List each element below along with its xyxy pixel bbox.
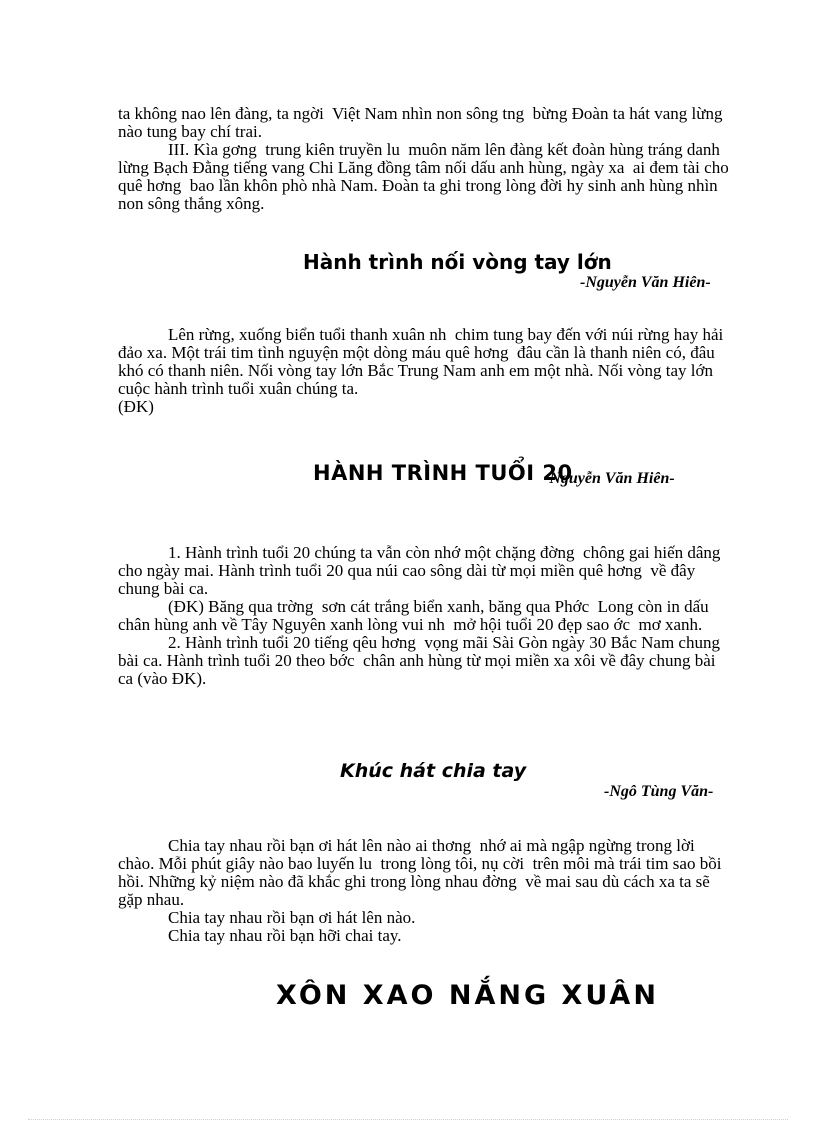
song-title: XÔN XAO NẮNG XUÂN [276, 980, 659, 1011]
chorus-marker: (ĐK) [118, 397, 154, 416]
song-lyrics [118, 326, 730, 416]
intro-paragraph: ta không nao lên đàng, ta ngời Việt Nam nhìn non sông tng bừng Đoàn ta hát vang lừng nào tung bay chí trai. [118, 104, 727, 141]
lyrics-paragraph: 2. Hành trình tuổi 20 tiếng qêu hơng vọng mãi Sài Gòn ngày 30 Bắc Nam chung bài ca. Hành trình tuổi 20 theo bớc chân anh hùng từ mọi miền xa xôi về đây chung bài ca (vào ĐK). [118, 633, 725, 688]
intro-lyrics [118, 104, 733, 213]
song-author: -Nguyễn Văn Hiên- [544, 470, 675, 487]
song-lyrics [118, 837, 730, 945]
song-lyrics [118, 544, 730, 688]
lyrics-paragraph: Chia tay nhau rồi bạn ơi hát lên nào ai thơng nhớ ai mà ngập ngừng trong lời chào. Mỗi phút giây nào bao luyến lu trong lòng tôi, nụ cời trên môi mà trái tim sao bồi hồi. Những kỷ niệm nào đã khắc ghi trong lòng nhau đờng về mai sau dù cách xa ta sẽ gặp nhau. [118, 836, 726, 909]
lyrics-paragraph: 1. Hành trình tuổi 20 chúng ta vẫn còn nhớ một chặng đờng chông gai hiến dâng cho ngày mai. Hành trình tuổi 20 qua núi cao sông dài từ mọi miền quê hơng về đây chung bài ca. [118, 543, 725, 598]
song-title: Khúc hát chia tay [340, 760, 527, 782]
lyrics-paragraph: Chia tay nhau rồi bạn ơi hát lên nào. [168, 908, 416, 927]
song-title: HÀNH TRÌNH TUỔI 20 [313, 461, 573, 485]
song-author: -Nguyễn Văn Hiên- [580, 274, 711, 291]
lyrics-paragraph: Chia tay nhau rồi bạn hỡi chai tay. [168, 926, 402, 945]
page-bottom-rule [28, 1119, 788, 1120]
intro-paragraph: III. Kìa gơng trung kiên truyền lu muôn năm lên đàng kết đoàn hùng tráng danh lừng Bạch Đằng tiếng vang Chi Lăng đồng tâm nối dấu anh hùng, ngày xa ai đem tài cho quê hơng bao lần khôn phò nhà Nam. Đoàn ta ghi trong lòng đời hy sinh anh hùng nhìn non sông thắng xông. [118, 140, 733, 213]
song-title: Hành trình nối vòng tay lớn [303, 250, 612, 274]
song-author: -Ngô Tùng Văn- [604, 783, 714, 800]
lyrics-paragraph: Lên rừng, xuống biển tuổi thanh xuân nh chim tung bay đến với núi rừng hay hải đảo xa. Một trái tim tình nguyện một dòng máu quê hơng đâu cần là thanh niên có, đâu khó có thanh niên. Nối vòng tay lớn Bắc Trung Nam anh em một nhà. Nối vòng tay lớn cuộc hành trình tuổi xuân chúng ta. [118, 325, 728, 398]
lyrics-paragraph: (ĐK) Băng qua trờng sơn cát trắng biển xanh, băng qua Phớc Long còn in dấu chân hùng anh về Tây Nguyên xanh lòng vui nh mở hội tuổi 20 đẹp sao ớc mơ xanh. [118, 597, 713, 634]
